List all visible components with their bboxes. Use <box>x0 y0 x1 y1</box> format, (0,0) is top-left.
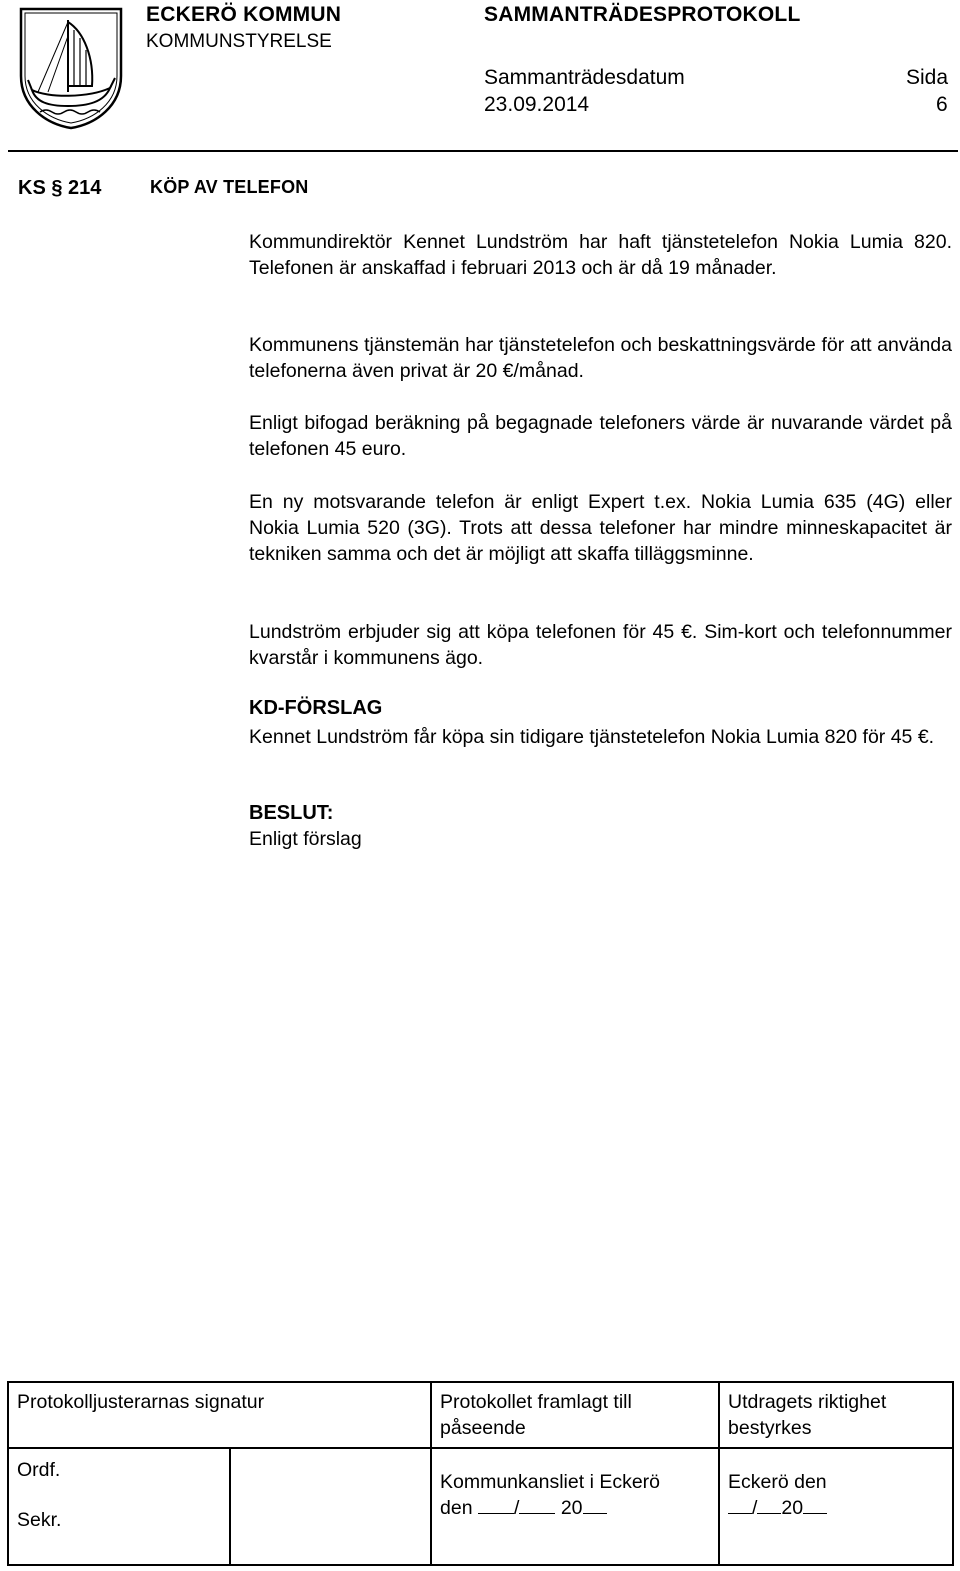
page-number: 6 <box>936 93 948 116</box>
meeting-date-label: Sammanträdesdatum <box>484 66 685 89</box>
signature-cell <box>8 1448 431 1565</box>
certified-cell <box>719 1448 953 1565</box>
paragraph-phone-history: Kommundirektör Kennet Lundström har haft tjänstetelefon Nokia Lumia 820. Telefonen är anskaffad i februari 2013 och är då 19 månader. <box>249 231 952 279</box>
paragraph-replacement: En ny motsvarande telefon är enligt Expert t.ex. Nokia Lumia 635 (4G) eller Nokia Lumia 520 (3G). Trots att dessa telefoner har mindre minneskapacitet är tekniken samma och det är möjligt att skaffa tilläggsminne. <box>249 491 952 565</box>
paragraph-tax-value: Kommunens tjänstemän har tjänstetelefon och beskattningsvärde för att använda telefonerna även privat är 20 €/månad. <box>249 334 952 382</box>
section-number: KS § 214 <box>18 177 102 199</box>
decision-heading: BESLUT: <box>249 802 334 824</box>
proposal-text: Kennet Lundström får köpa sin tidigare tjänstetelefon Nokia Lumia 820 för 45 €. <box>249 726 935 748</box>
posted-year: 20 <box>560 1497 583 1519</box>
posted-den: den <box>440 1497 473 1519</box>
signature-space <box>231 1455 422 1558</box>
meeting-date-value: 23.09.2014 <box>484 93 590 116</box>
posted-date-line <box>440 1495 710 1521</box>
date-slash: / <box>513 1497 520 1519</box>
decision-text: Enligt förslag <box>249 828 362 850</box>
board-name: KOMMUNSTYRELSE <box>146 31 332 52</box>
certified-header-cell <box>719 1382 953 1448</box>
date-slash: / <box>752 1497 758 1519</box>
municipality-name: ECKERÖ KOMMUN <box>146 3 342 26</box>
posted-header-cell <box>431 1382 719 1448</box>
certified-year: 20 <box>781 1497 804 1519</box>
signature-table <box>7 1381 954 1566</box>
certified-header-line1: Utdragets riktighet <box>728 1391 887 1413</box>
posted-cell <box>431 1448 719 1565</box>
signature-header: Protokolljusterarnas signatur <box>17 1391 265 1413</box>
signature-roles <box>9 1449 231 1564</box>
secretary-label: Sekr. <box>17 1509 62 1531</box>
chair-label: Ordf. <box>17 1459 61 1481</box>
paragraph-offer: Lundström erbjuder sig att köpa telefonen för 45 €. Sim-kort och telefonnummer kvarstår i kommunens ägo. <box>249 621 952 669</box>
certified-header-line2: bestyrkes <box>728 1417 812 1439</box>
certified-location: Eckerö den <box>728 1471 827 1493</box>
section-title: KÖP AV TELEFON <box>150 177 309 197</box>
posted-header-line2: påseende <box>440 1417 526 1439</box>
coat-of-arms-icon <box>18 6 124 130</box>
document-type: SAMMANTRÄDESPROTOKOLL <box>484 3 801 26</box>
proposal-heading: KD-FÖRSLAG <box>249 697 383 719</box>
posted-header-line1: Protokollet framlagt till <box>440 1391 632 1413</box>
signature-header-cell <box>8 1382 431 1448</box>
paragraph-current-value: Enligt bifogad beräkning på begagnade telefoners värde är nuvarande värdet på telefonen 45 euro. <box>249 412 952 460</box>
page-label: Sida <box>906 66 949 89</box>
header-divider <box>8 150 958 152</box>
posted-location: Kommunkansliet i Eckerö <box>440 1471 661 1493</box>
certified-date-line <box>728 1495 944 1521</box>
